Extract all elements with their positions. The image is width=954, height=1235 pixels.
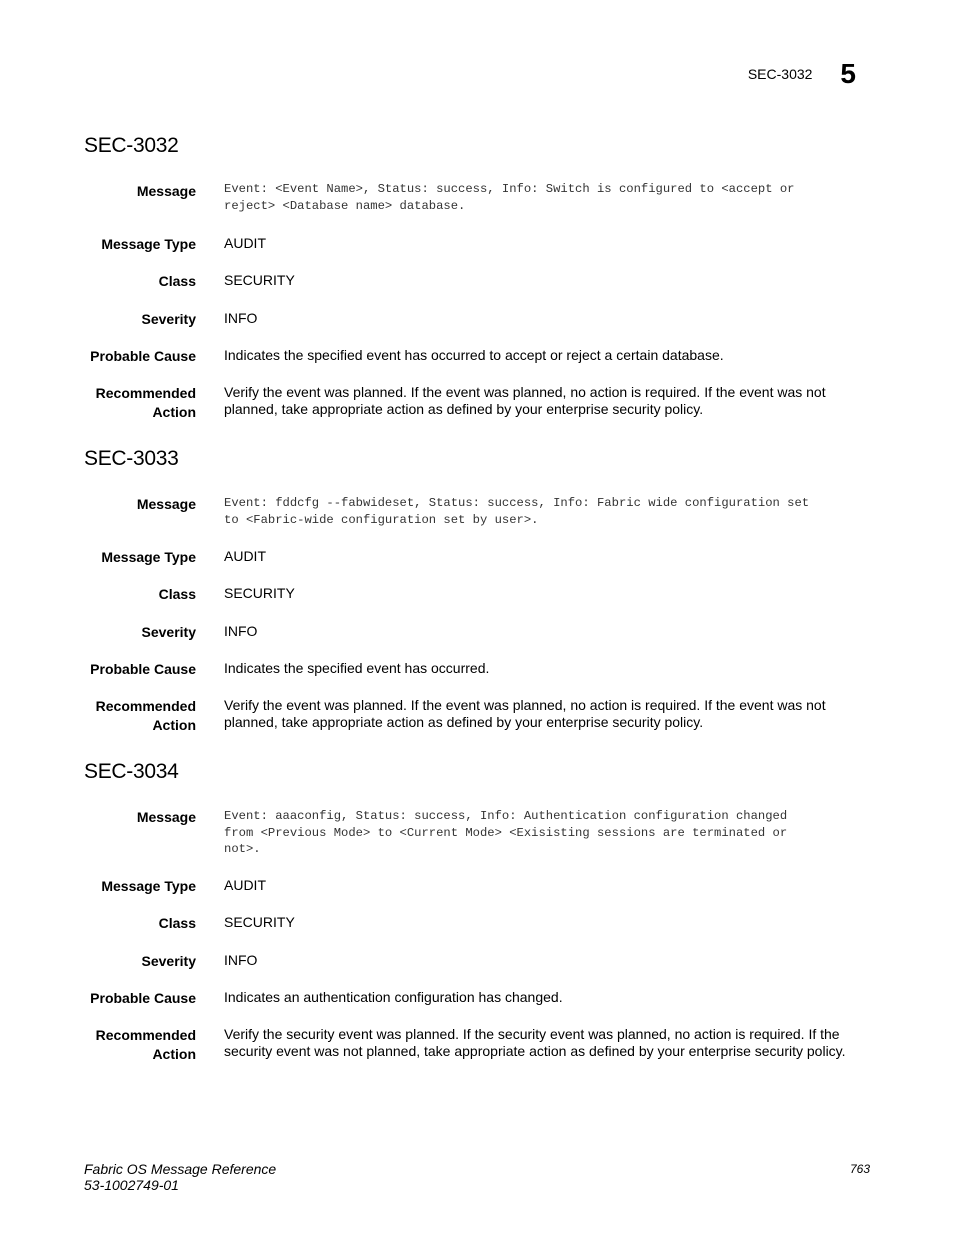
label-probable-cause: Probable Cause bbox=[90, 348, 196, 364]
label-severity: Severity bbox=[141, 624, 196, 640]
value-recommended-action bbox=[224, 384, 864, 418]
label-class: Class bbox=[158, 915, 196, 931]
label-recommended-line2: Action bbox=[152, 717, 196, 733]
running-header bbox=[0, 58, 856, 90]
label-severity: Severity bbox=[141, 953, 196, 969]
label-message-type: Message Type bbox=[101, 236, 196, 252]
value-probable-cause: Indicates an authentication configuration has changed. bbox=[224, 989, 563, 1005]
label-recommended-action bbox=[60, 384, 196, 422]
header-message-code: SEC-3032 bbox=[747, 66, 813, 82]
label-recommended-line1: Recommended bbox=[95, 385, 196, 401]
footer-left bbox=[84, 1161, 276, 1193]
section-title: SEC-3034 bbox=[84, 760, 179, 783]
value-message-type: AUDIT bbox=[224, 877, 266, 893]
footer-doc-number: 53-1002749-01 bbox=[84, 1177, 179, 1193]
label-recommended-line2: Action bbox=[152, 1046, 196, 1062]
footer-page-number: 763 bbox=[849, 1162, 870, 1176]
value-class: SECURITY bbox=[224, 914, 295, 930]
label-recommended-line1: Recommended bbox=[95, 698, 196, 714]
label-message-type: Message Type bbox=[101, 878, 196, 894]
label-message: Message bbox=[136, 183, 196, 199]
value-probable-cause: Indicates the specified event has occurred. bbox=[224, 660, 490, 676]
footer-book-title: Fabric OS Message Reference bbox=[84, 1161, 277, 1177]
value-class: SECURITY bbox=[224, 585, 295, 601]
section-title: SEC-3033 bbox=[84, 447, 179, 470]
value-message: Event: <Event Name>, Status: success, Info: Switch is configured to <accept or reject> <Database name> database. bbox=[224, 182, 795, 213]
label-message-type: Message Type bbox=[101, 549, 196, 565]
value-message-type: AUDIT bbox=[224, 548, 266, 564]
recommended-action-line1: Verify the event was planned. If the event was planned, no action is required. If the event was not bbox=[224, 384, 826, 400]
section-title: SEC-3032 bbox=[84, 134, 179, 157]
label-recommended-action bbox=[60, 1026, 196, 1064]
value-message: Event: fddcfg --fabwideset, Status: success, Info: Fabric wide configuration set to <Fabric-wide configuration set by user>. bbox=[224, 496, 810, 527]
recommended-action-line2: planned, take appropriate action as defined by your enterprise security policy. bbox=[224, 401, 704, 417]
value-severity: INFO bbox=[224, 952, 258, 968]
label-probable-cause: Probable Cause bbox=[90, 661, 196, 677]
value-probable-cause: Indicates the specified event has occurred to accept or reject a certain database. bbox=[224, 347, 724, 363]
label-recommended-action bbox=[60, 697, 196, 735]
recommended-action-line1: Verify the security event was planned. If the security event was planned, no action is required. If the bbox=[224, 1026, 840, 1042]
value-recommended-action bbox=[224, 697, 864, 731]
recommended-action-line2: planned, take appropriate action as defined by your enterprise security policy. bbox=[224, 714, 704, 730]
value-class: SECURITY bbox=[224, 272, 295, 288]
label-recommended-line1: Recommended bbox=[95, 1027, 196, 1043]
value-message: Event: aaaconfig, Status: success, Info: Authentication configuration changed from <Previous Mode> to <Current Mode> <Exisisting sessions are terminated or not>. bbox=[224, 809, 788, 856]
value-severity: INFO bbox=[224, 623, 258, 639]
label-probable-cause: Probable Cause bbox=[90, 990, 196, 1006]
label-class: Class bbox=[158, 586, 196, 602]
label-class: Class bbox=[158, 273, 196, 289]
label-message: Message bbox=[136, 496, 196, 512]
recommended-action-line2: security event was not planned, take appropriate action as defined by your enterprise security policy. bbox=[224, 1043, 846, 1059]
label-severity: Severity bbox=[141, 311, 196, 327]
value-recommended-action bbox=[224, 1026, 864, 1060]
value-severity: INFO bbox=[224, 310, 258, 326]
recommended-action-line1: Verify the event was planned. If the event was planned, no action is required. If the event was not bbox=[224, 697, 826, 713]
header-chapter-number: 5 bbox=[840, 58, 856, 89]
label-recommended-line2: Action bbox=[152, 404, 196, 420]
label-message: Message bbox=[136, 809, 196, 825]
value-message-type: AUDIT bbox=[224, 235, 266, 251]
